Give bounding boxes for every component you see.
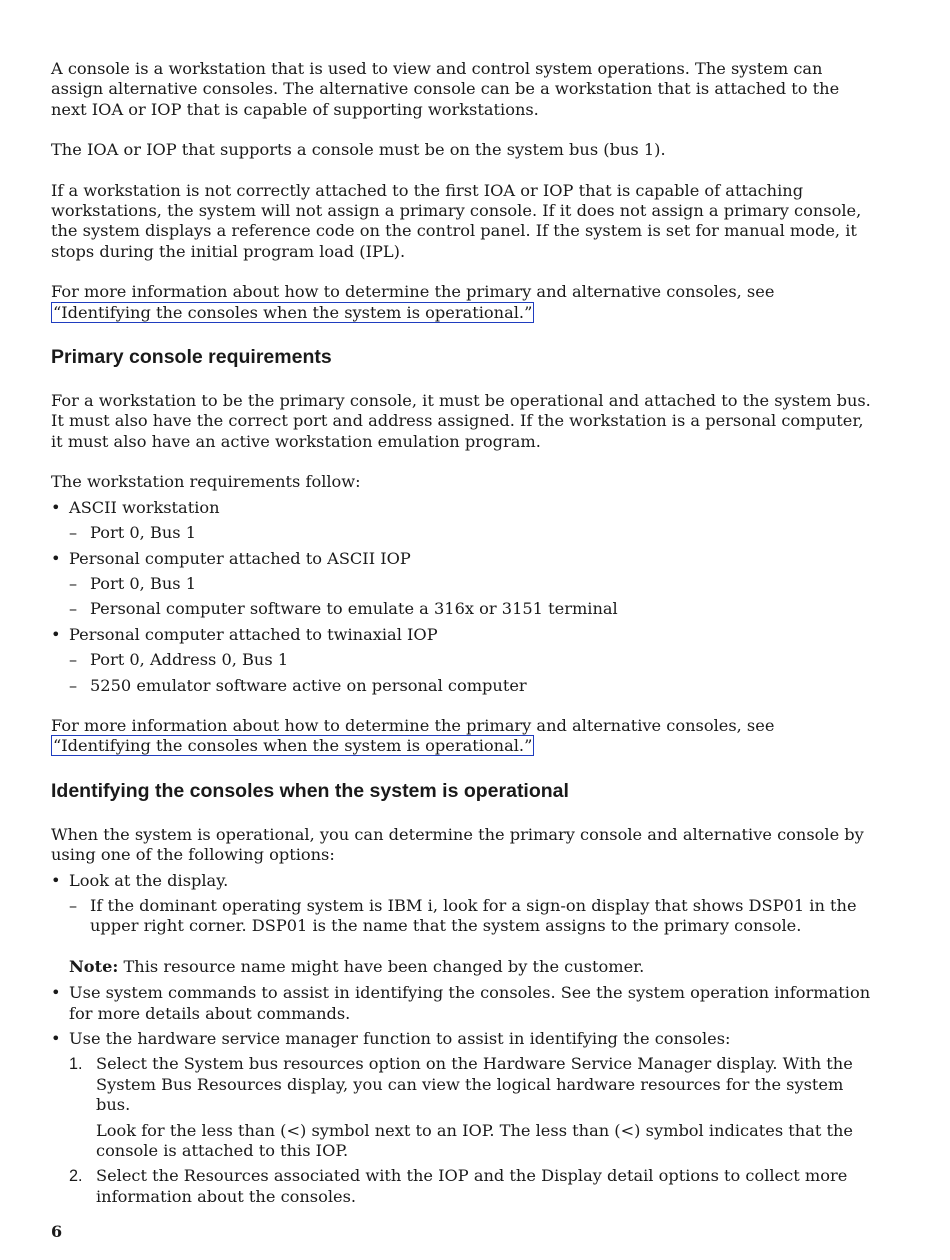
step-detail: Look for the less than (<) symbol next to an IOP. The less than (<) symbol indicates that the console is attached to this IOP. bbox=[96, 1120, 854, 1161]
note bbox=[69, 957, 873, 977]
list-item-label: Personal computer attached to twinaxial IOP bbox=[69, 624, 438, 644]
sub-list bbox=[69, 896, 873, 937]
list-item-label: ASCII workstation bbox=[69, 497, 220, 517]
identifying-options-list-continued bbox=[51, 983, 873, 1207]
primary-paragraph-3 bbox=[51, 716, 873, 757]
step-item bbox=[69, 1054, 873, 1161]
note-text: This resource name might have been changed by the customer. bbox=[118, 956, 645, 976]
intro-paragraph-4 bbox=[51, 282, 873, 323]
identifying-consoles-link[interactable]: “Identifying the consoles when the system is operational.” bbox=[53, 736, 533, 756]
sub-list-item: – 5250 emulator software active on personal computer bbox=[69, 676, 873, 696]
step-number: 2. bbox=[69, 1167, 83, 1186]
intro-paragraph-4-text: For more information about how to determine the primary and alternative consoles, see bbox=[51, 282, 775, 302]
sub-list-item: – If the dominant operating system is IBM i, look for a sign-on display that shows DSP01 in the upper right corner. DSP01 is the name that the system assigns to the primary console. bbox=[69, 896, 873, 937]
sub-list bbox=[69, 650, 873, 696]
primary-paragraph-3-text: For more information about how to determine the primary and alternative consoles, see bbox=[51, 715, 775, 735]
intro-paragraph-3: If a workstation is not correctly attached to the first IOA or IOP that is capable of attaching workstations, the system will not assign a primary console. If it does not assign a primary console, the system displays a reference code on the control panel. If the system is set for manual mode, it stops during the initial program load (IPL). bbox=[51, 180, 862, 261]
sub-list bbox=[69, 574, 873, 620]
sub-list-item: – Personal computer software to emulate a 316x or 3151 terminal bbox=[69, 599, 873, 619]
identifying-consoles-link[interactable]: “Identifying the consoles when the system is operational.” bbox=[53, 302, 533, 322]
identifying-consoles-heading: Identifying the consoles when the system is operational bbox=[51, 779, 569, 802]
identifying-paragraph-1: When the system is operational, you can determine the primary console and alternative console by using one of the following options: bbox=[51, 824, 864, 865]
identifying-options-list bbox=[51, 871, 873, 937]
list-item-label: Look at the display. bbox=[69, 870, 229, 890]
sub-list-item: – Port 0, Bus 1 bbox=[69, 523, 873, 543]
document-page bbox=[51, 59, 873, 1212]
list-item bbox=[51, 549, 873, 620]
list-item: • Use system commands to assist in identifying the consoles. See the system operation information for more details about commands. bbox=[51, 983, 873, 1024]
list-item bbox=[51, 498, 873, 544]
step-text: Select the System bus resources option on the Hardware Service Manager display. With the System Bus Resources display, you can view the logical hardware resources for the system bus. bbox=[96, 1054, 853, 1115]
list-item-label: Use the hardware service manager function to assist in identifying the consoles: bbox=[69, 1029, 731, 1048]
list-item bbox=[51, 1029, 873, 1207]
note-label: Note: bbox=[69, 956, 119, 976]
list-item bbox=[51, 625, 873, 696]
list-item-label: Personal computer attached to ASCII IOP bbox=[69, 548, 411, 568]
sub-list bbox=[69, 523, 873, 543]
steps-list bbox=[69, 1054, 873, 1207]
primary-console-heading: Primary console requirements bbox=[51, 346, 332, 369]
primary-paragraph-1: For a workstation to be the primary console, it must be operational and attached to the system bus. It must also have the correct port and address assigned. If the workstation is a personal computer, it must also have an active workstation emulation program. bbox=[51, 391, 871, 451]
intro-paragraph-1: A console is a workstation that is used to view and control system operations. The system can assign alternative consoles. The alternative console can be a workstation that is attached to the next IOA or IOP that is capable of supporting workstations. bbox=[51, 59, 840, 119]
primary-paragraph-2: The workstation requirements follow: bbox=[51, 472, 361, 492]
list-item bbox=[51, 871, 873, 937]
workstation-requirements-list bbox=[51, 498, 873, 696]
sub-list-item: – Port 0, Address 0, Bus 1 bbox=[69, 650, 873, 670]
step-text: Select the Resources associated with the IOP and the Display detail options to collect more information about the consoles. bbox=[96, 1166, 848, 1206]
intro-paragraph-2: The IOA or IOP that supports a console must be on the system bus (bus 1). bbox=[51, 140, 666, 160]
step-number: 1. bbox=[69, 1055, 83, 1074]
page-number: 6 bbox=[51, 1222, 63, 1241]
step-item bbox=[69, 1166, 873, 1207]
sub-list-item: – Port 0, Bus 1 bbox=[69, 574, 873, 594]
